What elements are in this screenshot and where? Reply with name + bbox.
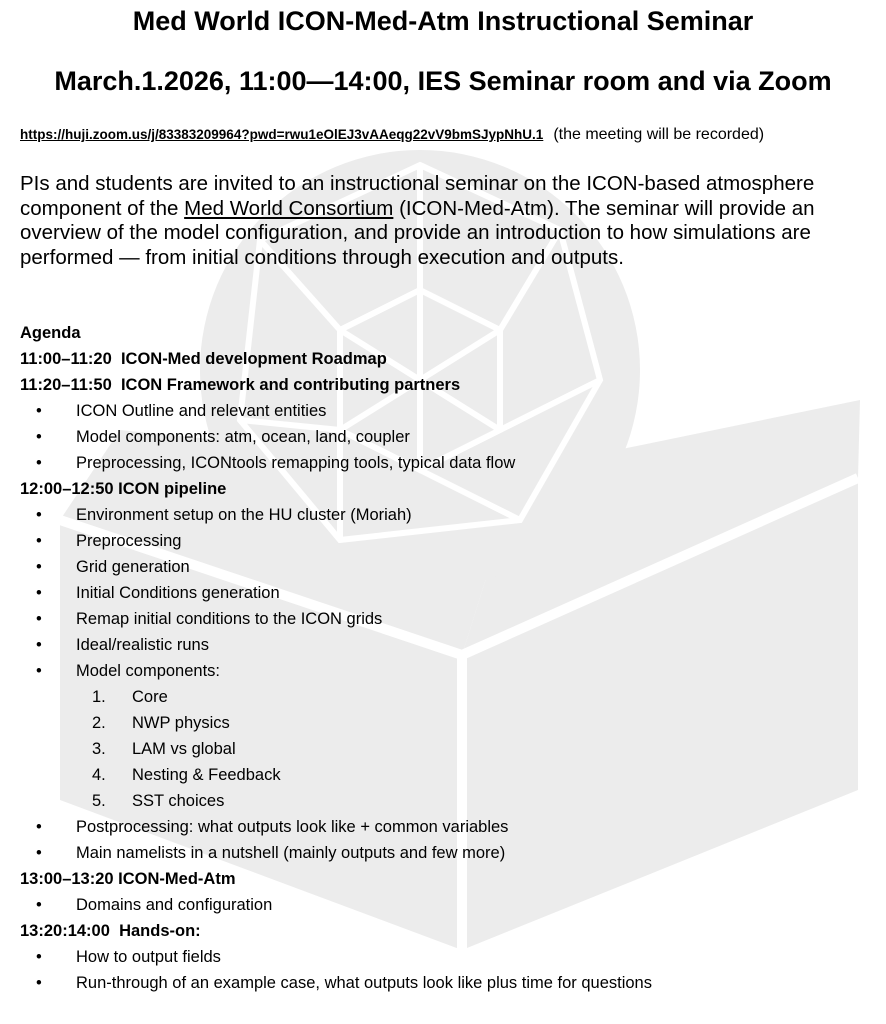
agenda-item-label: Environment setup on the HU cluster (Moriah) (76, 506, 412, 524)
bullet-icon: • (36, 896, 42, 914)
agenda-item-label: ICON Outline and relevant entities (76, 402, 327, 420)
agenda-item (20, 892, 870, 918)
intro-text-start: PIs and students are invited to an instructional seminar on the ICON-based atmosphere component of the (20, 172, 815, 220)
session-title: ICON-Med-Atm (118, 870, 236, 888)
agenda-item (20, 632, 870, 658)
agenda-item (20, 944, 870, 970)
agenda-item-label: Grid generation (76, 558, 190, 576)
subitem-number: 5. (92, 792, 106, 810)
subitem-number: 2. (92, 714, 106, 732)
agenda-item (20, 814, 870, 840)
agenda-item-label: How to output fields (76, 948, 221, 966)
session-title: ICON pipeline (118, 480, 227, 498)
bullet-icon: • (36, 454, 42, 472)
agenda-item-label: Main namelists in a nutshell (mainly outputs and few more) (76, 844, 506, 862)
consortium-link[interactable]: Med World Consortium (184, 196, 394, 220)
bullet-icon: • (36, 974, 42, 992)
agenda-item (20, 658, 870, 684)
session-time: 12:00–12:50 (20, 480, 114, 498)
intro-paragraph (20, 172, 870, 270)
session-time: 13:20:14:00 (20, 922, 110, 940)
bullet-icon: • (36, 662, 42, 680)
subitem-label: Nesting & Feedback (132, 766, 281, 784)
agenda-item (20, 554, 870, 580)
subitem-number: 3. (92, 740, 106, 758)
agenda-session (20, 866, 870, 892)
agenda-session (20, 476, 870, 502)
agenda-item (20, 840, 870, 866)
agenda-item (20, 606, 870, 632)
agenda-subitem (20, 788, 870, 814)
subitem-label: Core (132, 688, 168, 706)
agenda-item (20, 502, 870, 528)
agenda-subitem (20, 736, 870, 762)
agenda-item (20, 528, 870, 554)
subitem-label: SST choices (132, 792, 225, 810)
agenda-item (20, 580, 870, 606)
agenda-heading: Agenda (20, 324, 81, 342)
agenda-item-label: Model components: atm, ocean, land, coupler (76, 428, 410, 446)
bullet-icon: • (36, 636, 42, 654)
agenda-item-label: Domains and configuration (76, 896, 273, 914)
agenda-item-label: Run-through of an example case, what outputs look like plus time for questions (76, 974, 652, 992)
agenda-item-label: Preprocessing, ICONtools remapping tools, typical data flow (76, 454, 516, 472)
agenda-item-label: Postprocessing: what outputs look like + common variables (76, 818, 509, 836)
agenda-item-label: Preprocessing (76, 532, 182, 550)
agenda-item (20, 424, 870, 450)
session-title: Hands-on: (119, 922, 201, 940)
bullet-icon: • (36, 948, 42, 966)
zoom-link-line (20, 126, 880, 144)
bullet-icon: • (36, 506, 42, 524)
subitem-number: 1. (92, 688, 106, 706)
bullet-icon: • (36, 532, 42, 550)
session-time: 11:00–11:20 (20, 350, 112, 368)
agenda-item (20, 970, 870, 996)
agenda-session (20, 372, 870, 398)
bullet-icon: • (36, 818, 42, 836)
bullet-icon: • (36, 428, 42, 446)
agenda (20, 320, 870, 996)
bullet-icon: • (36, 610, 42, 628)
session-time: 13:00–13:20 (20, 870, 114, 888)
agenda-subitem (20, 762, 870, 788)
seminar-title: Med World ICON-Med-Atm Instructional Seminar (132, 6, 754, 36)
agenda-item (20, 450, 870, 476)
agenda-item (20, 398, 870, 424)
subitem-label: NWP physics (132, 714, 230, 732)
bullet-icon: • (36, 558, 42, 576)
session-title: ICON-Med development Roadmap (120, 350, 387, 368)
agenda-item-label: Remap initial conditions to the ICON grids (76, 610, 383, 628)
session-title: ICON Framework and contributing partners (120, 376, 461, 394)
agenda-item-label: Model components: (76, 662, 220, 680)
seminar-date-location: March.1.2026, 11:00—14:00, IES Seminar room and via Zoom (54, 66, 832, 96)
zoom-link[interactable]: https://huji.zoom.us/j/83383209964?pwd=rwu1eOlEJ3vAAeqg22vV9bmSJypNhU.1 (20, 127, 544, 142)
agenda-subitem (20, 710, 870, 736)
recording-note: (the meeting will be recorded) (553, 126, 765, 143)
subitem-label: LAM vs global (132, 740, 236, 758)
agenda-session (20, 346, 870, 372)
agenda-session (20, 918, 870, 944)
agenda-item-label: Initial Conditions generation (76, 584, 280, 602)
subitem-number: 4. (92, 766, 106, 784)
agenda-subitem (20, 684, 870, 710)
agenda-item-label: Ideal/realistic runs (76, 636, 209, 654)
bullet-icon: • (36, 844, 42, 862)
intro-text-end: (ICON-Med-Atm). The seminar will provide an overview of the model configuration, and provide an introduction to how simulations are performed — from initial conditions through execution and outputs. (20, 196, 815, 269)
session-time: 11:20–11:50 (20, 376, 112, 394)
bullet-icon: • (36, 584, 42, 602)
bullet-icon: • (36, 402, 42, 420)
